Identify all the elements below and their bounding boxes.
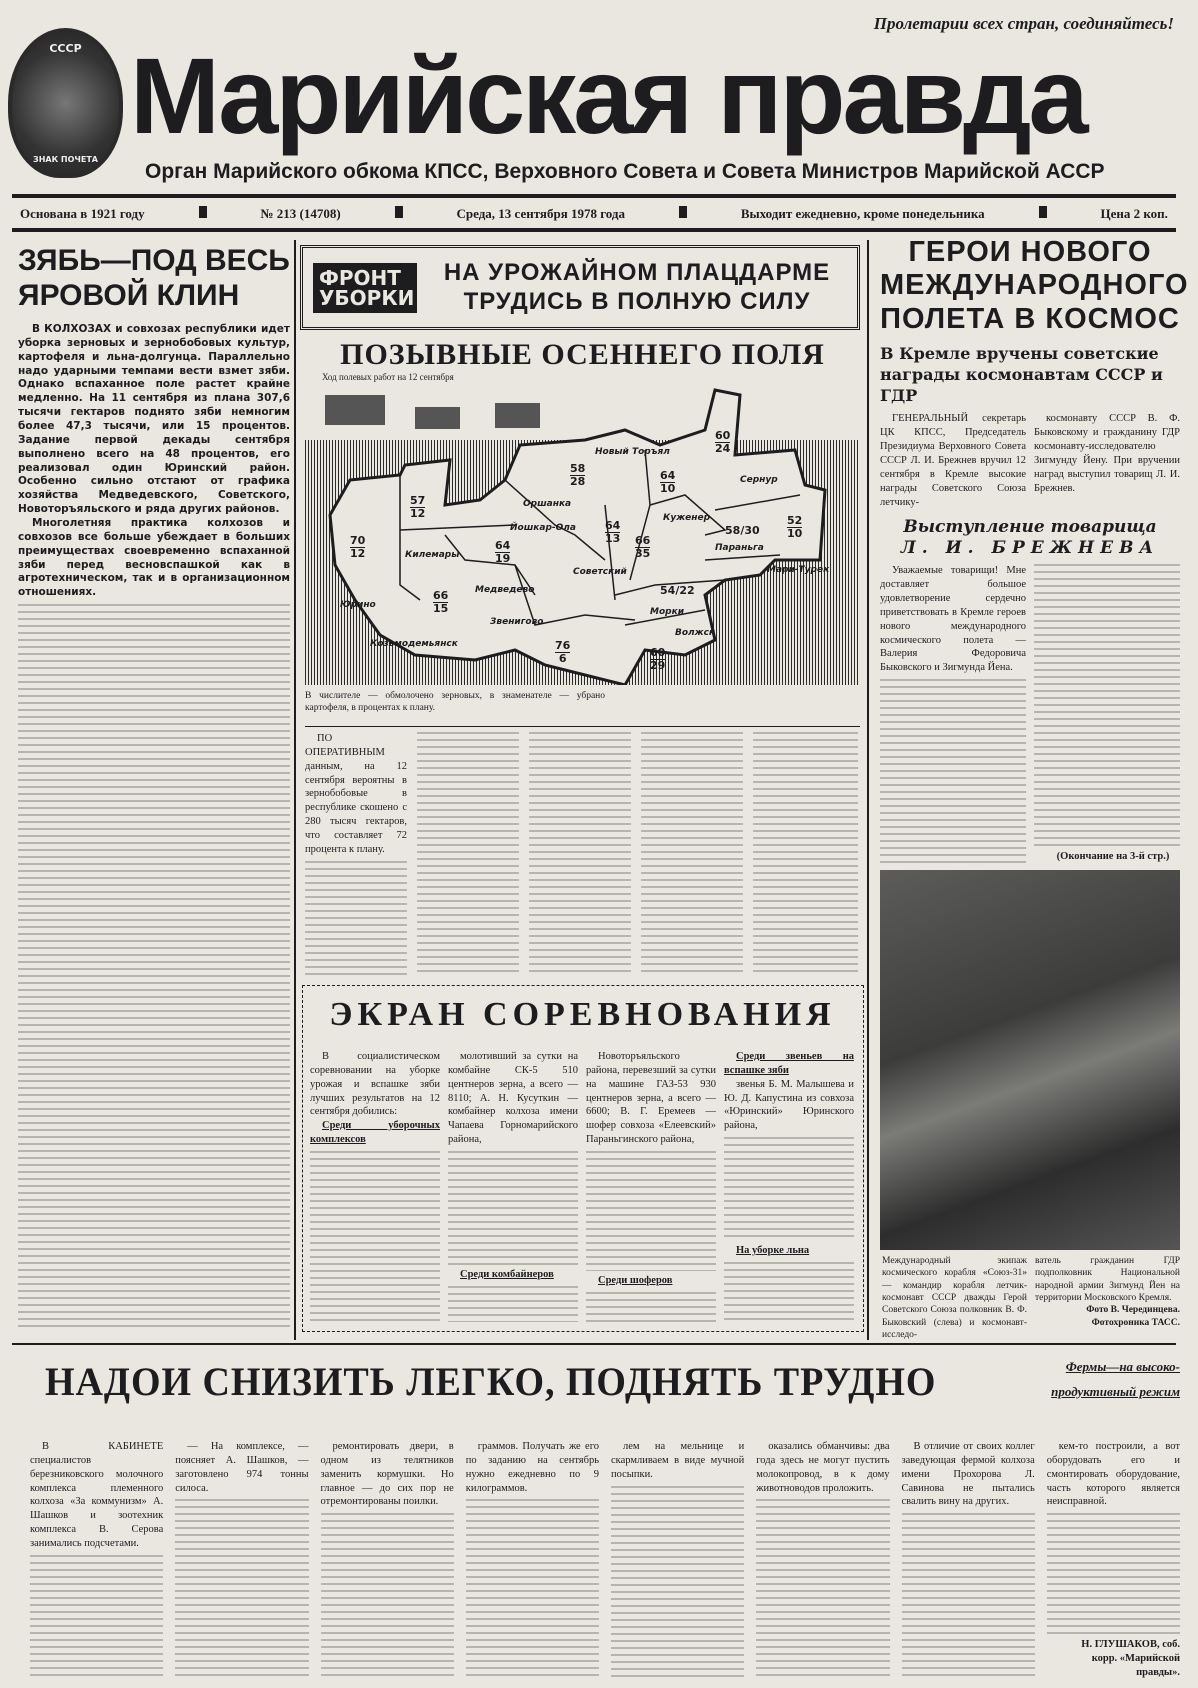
rubric-line: Фермы—на высоко- [1065,1359,1180,1374]
paragraph: — На комплексе, — поясняет А. Шашков, — заготовлено 974 тонны силоса. [175,1441,309,1494]
text-column [175,1440,308,1680]
dairy-article-body [30,1440,1180,1680]
slogan: Пролетарии всех стран, соединяйтесь! [873,14,1174,33]
district-figure: 57 12 [410,494,426,521]
paragraph: В КОЛХОЗАХ и совхозах республики идет уборка зерновых и зернобобовых культур, картофеля и льна-долгунца. Параллельно надо ударными темпами вести взмет зяби. Однако вспаханное поле растет крайне медленно. На 11 сентября из плана 307,6 тысячи гектаров поднято зяби немногим более 47,3 тысячи, или 15 процентов. Задание первой декады сентября выполнено всего на 48 процентов, его реализовал один Юринский район. Особенно сильно отстают от графика хозяйства Медведевского, Советского, Новоторъяльского и ряда других районов. [18,323,290,516]
left-article-text [18,604,290,1330]
paragraph: В социалистическом соревновании на уборке урожая и вспашке зяби лучших результатов на 12 сентября добились: [310,1051,440,1118]
district-figure: 66 15 [433,589,449,616]
district-figure: 76 6 [555,639,571,666]
district-label: Оршанка [523,499,572,509]
competition-column [586,1050,716,1322]
district-figure: 66 35 [635,534,651,561]
text-column [1034,412,1180,509]
dairy-headline: НАДОИ СНИЗИТЬ ЛЕГКО, ПОДНЯТЬ ТРУДНО [45,1359,937,1404]
speech-title-line: Л. И. БРЕЖНЕВА [900,537,1160,558]
space-article [880,236,1189,864]
order-emblem [8,28,123,178]
photo-credit: Фотохроника ТАСС. [1091,1317,1180,1328]
price: Цена 2 коп. [1100,206,1168,221]
issue-number: № 213 (14708) [260,206,341,221]
space-subhead: В Кремле вручены советские награды космонавтам СССР и ГДР [880,344,1163,405]
frequency: Выходит ежедневно, кроме понедельника [740,206,985,221]
text-column [880,412,1026,509]
caption-text: ватель гражданин ГДР подполковник Национальной народной армии Зигмунд Йен на территории Московского Кремля. [1035,1256,1180,1304]
text-column [30,1440,163,1680]
text-column [417,732,519,975]
text-column [756,1440,889,1680]
rubric [1000,1355,1180,1404]
photo-caption [1035,1255,1180,1329]
paragraph: граммов. Получать же его по заданию на сентябрь нужно ежедневно по 9 килограммов. [465,1441,599,1494]
divider [12,1343,1176,1345]
district-figure: 64 10 [660,469,676,496]
paragraph: ГЕНЕРАЛЬНЫЙ секретарь ЦК КПСС, Председатель Президиума Верховного Совета СССР Л. И. Брежнев вручил 12 сентября в Кремле высокие награды Советского Союза летчику- [880,413,1026,508]
district-label: Козьмодемьянск [370,639,458,649]
competition-column [448,1050,578,1322]
text-column [753,732,858,975]
paragraph: В КАБИНЕТЕ специалистов березниковского молочного комплекса племенного колхоза «За коммунизм» А. Шашков и зоотехник комплекса В. Серова занимались подсчетами. [30,1441,164,1550]
district-figure: 60 24 [715,429,731,456]
paragraph: Многолетняя практика колхозов и совхозов все больше убеждает в больших преимуществах своевременно вспаханной зяби перед весновспашкой как в агротехническом, так и в организационном отношениях. [18,517,290,599]
divider [12,228,1176,232]
space-intro [880,412,1180,509]
district-figure: 54/22 [660,584,695,597]
district-label: Параньга [715,543,764,553]
issue-date: Среда, 13 сентября 1978 года [456,206,626,221]
column-divider [294,240,296,1340]
district-label: Куженер [663,513,711,523]
front-label: ФРОНТ УБОРКИ [313,263,417,313]
map-title: ПОЗЫВНЫЕ ОСЕННЕГО ПОЛЯ [340,338,825,371]
paragraph: космонавту СССР В. Ф. Быковскому и гражданину ГДР космонавту-исследователю Зигмунду Йену. При вручении наград выступил товарищ Л. И. Брежнев. [1034,413,1180,494]
text-column [1034,564,1180,864]
space-headline: ГЕРОИ НОВОГО МЕЖДУНАРОДНОГО ПОЛЕТА В КОСМОС [880,236,1189,335]
district-figure: 52 10 [787,514,803,541]
divider [12,194,1176,198]
district-figure: 70 12 [350,534,366,561]
paragraph: кем-то построили, а вот оборудовать его и смонтировать оборудование, часть которого является неисправной. [1046,1441,1180,1508]
paragraph: оказались обманчивы: два года здесь не могут пустить молокопровод, в к дому животноводов проложить. [756,1441,890,1494]
district-figure: 64 13 [605,519,621,546]
paragraph: ремонтировать двери, в одном из телятников заменить кормушки. Но главное — до сих пор не отремонтированы поилки. [320,1441,454,1508]
emblem-text: ЗНАК ПОЧЕТА [33,155,98,164]
competition-title: ЭКРАН СОРЕВНОВАНИЯ [329,996,836,1033]
text-column [321,1440,454,1680]
founded: Основана в 1921 году [20,206,145,221]
speech-body [880,564,1180,864]
newspaper-title: Марийская правда [130,35,1086,156]
map-subtitle: Ход полевых работ на 12 сентября [322,372,454,382]
text-column [529,732,631,975]
photo-credit: Фото В. Черединцева. [1086,1305,1180,1316]
subheading: Среди шоферов [598,1275,673,1287]
speech-title [880,517,1180,558]
emblem-text: СССР [49,42,82,55]
district-figure: 58 28 [570,462,586,489]
banner-line: ТРУДИСЬ В ПОЛНУЮ СИЛУ [463,287,811,315]
text-column [902,1440,1035,1680]
district-label: Сернур [740,475,778,485]
subheading: На уборке льна [736,1245,810,1257]
district-figure: 58/30 [725,524,760,537]
left-article-body [18,323,290,600]
author-signature: Н. ГЛУШАКОВ, соб. корр. «Марийской правды». [1081,1639,1180,1679]
paragraph: ПО ОПЕРАТИВНЫМ данным, на 12 сентября вероятны в зернобобовые в республике скошено с 280 тысяч гектаров, что составляет 72 процента к плану. [305,733,407,855]
paragraph: молотивший за сутки на комбайне СК-5 510 центнеров зерна, а всего — 8110; А. Н. Кусуткин — комбайнер колхоза имени Чапаева Горномарийского района, [448,1051,578,1146]
harvest-report [305,732,407,975]
district-figure: 60 29 [650,646,666,673]
district-map [305,385,860,685]
district-label: Советский [573,567,627,577]
district-label: Волжск [675,628,716,638]
district-label: Морки [650,607,684,617]
competition-column [724,1050,854,1322]
banner-line: НА УРОЖАЙНОМ ПЛАЦДАРМЕ [443,258,831,286]
district-figure: 64 19 [495,539,511,566]
paragraph: лем на мельнице и скармливаем в виде мучной посыпки. [611,1441,745,1480]
subheading: Среди уборочных комплексов [310,1120,440,1146]
rubric-line: продуктивный режим [1051,1383,1180,1399]
text-column [1047,1440,1180,1680]
banner-slogan [417,259,857,317]
paragraph: В отличие от своих коллег заведующая фермой колхоза имени Прохорова Л. Савинова не пытались свалить вину на других. [901,1441,1035,1508]
district-label: Килемары [405,550,460,560]
subheading: Среди комбайнеров [460,1269,554,1281]
district-label: Звенигово [490,617,544,627]
column-divider [867,240,869,1340]
continued-note: (Окончание на 3-й стр.) [1056,851,1170,863]
paragraph: Новоторъяльского района, перевезший за сутки на машине ГАЗ-53 930 центнеров зерна, а всего — 6600; В. Г. Еремеев — шофер совхоза «Елеевский» Параньгинского района, [586,1051,716,1146]
harvest-banner [300,245,860,330]
newspaper-organ: Орган Марийского обкома КПСС, Верховного Совета и Совета Министров Марийской АССР [145,160,1105,183]
speech-title-line: Выступление товарища [903,517,1157,538]
photo-caption: Международный экипаж космического корабля «Союз-31» — командир корабля летчик-космонавт СССР дважды Герой Советского Союза полковник В. Ф. Быковский (слева) и космонавт-исследо- [882,1256,1027,1341]
text-column [641,732,743,975]
text-column [880,564,1026,864]
left-article [18,244,290,1330]
info-line [20,206,1168,222]
district-label: Новый Торъял [595,447,670,457]
district-label: Йошкар-Ола [510,523,576,533]
subheading: Среди звеньев на вспашке зяби [724,1051,854,1076]
headline-line: ЯРОВОЙ КЛИН [18,278,240,312]
text-column [466,1440,599,1680]
paragraph: звенья Б. М. Малышева и Ю. Д. Капустина из совхоза «Юринский» Юринского района, [724,1078,854,1132]
paragraph: Уважаемые товарищи! Мне доставляет большое удовлетворение сердечно приветствовать в Кремле героев нового международного космического полета — Валерия Федоровича Быковского и Зигмунда Йена. [880,565,1026,674]
district-label: Медведево [475,585,535,595]
headline-line: ЗЯБЬ—ПОД ВЕСЬ [18,244,290,277]
district-label: Юрино [340,600,376,610]
text-column [305,861,407,975]
divider [305,726,860,728]
competition-column [310,1050,440,1322]
map-caption: В числителе — обмолочено зерновых, в знаменателе — убрано картофеля, в процентах к плану. [305,691,605,714]
cosmonauts-photo [880,870,1180,1250]
district-label: Мари-Турек [767,565,830,575]
left-headline [18,244,290,313]
text-column [611,1440,744,1680]
